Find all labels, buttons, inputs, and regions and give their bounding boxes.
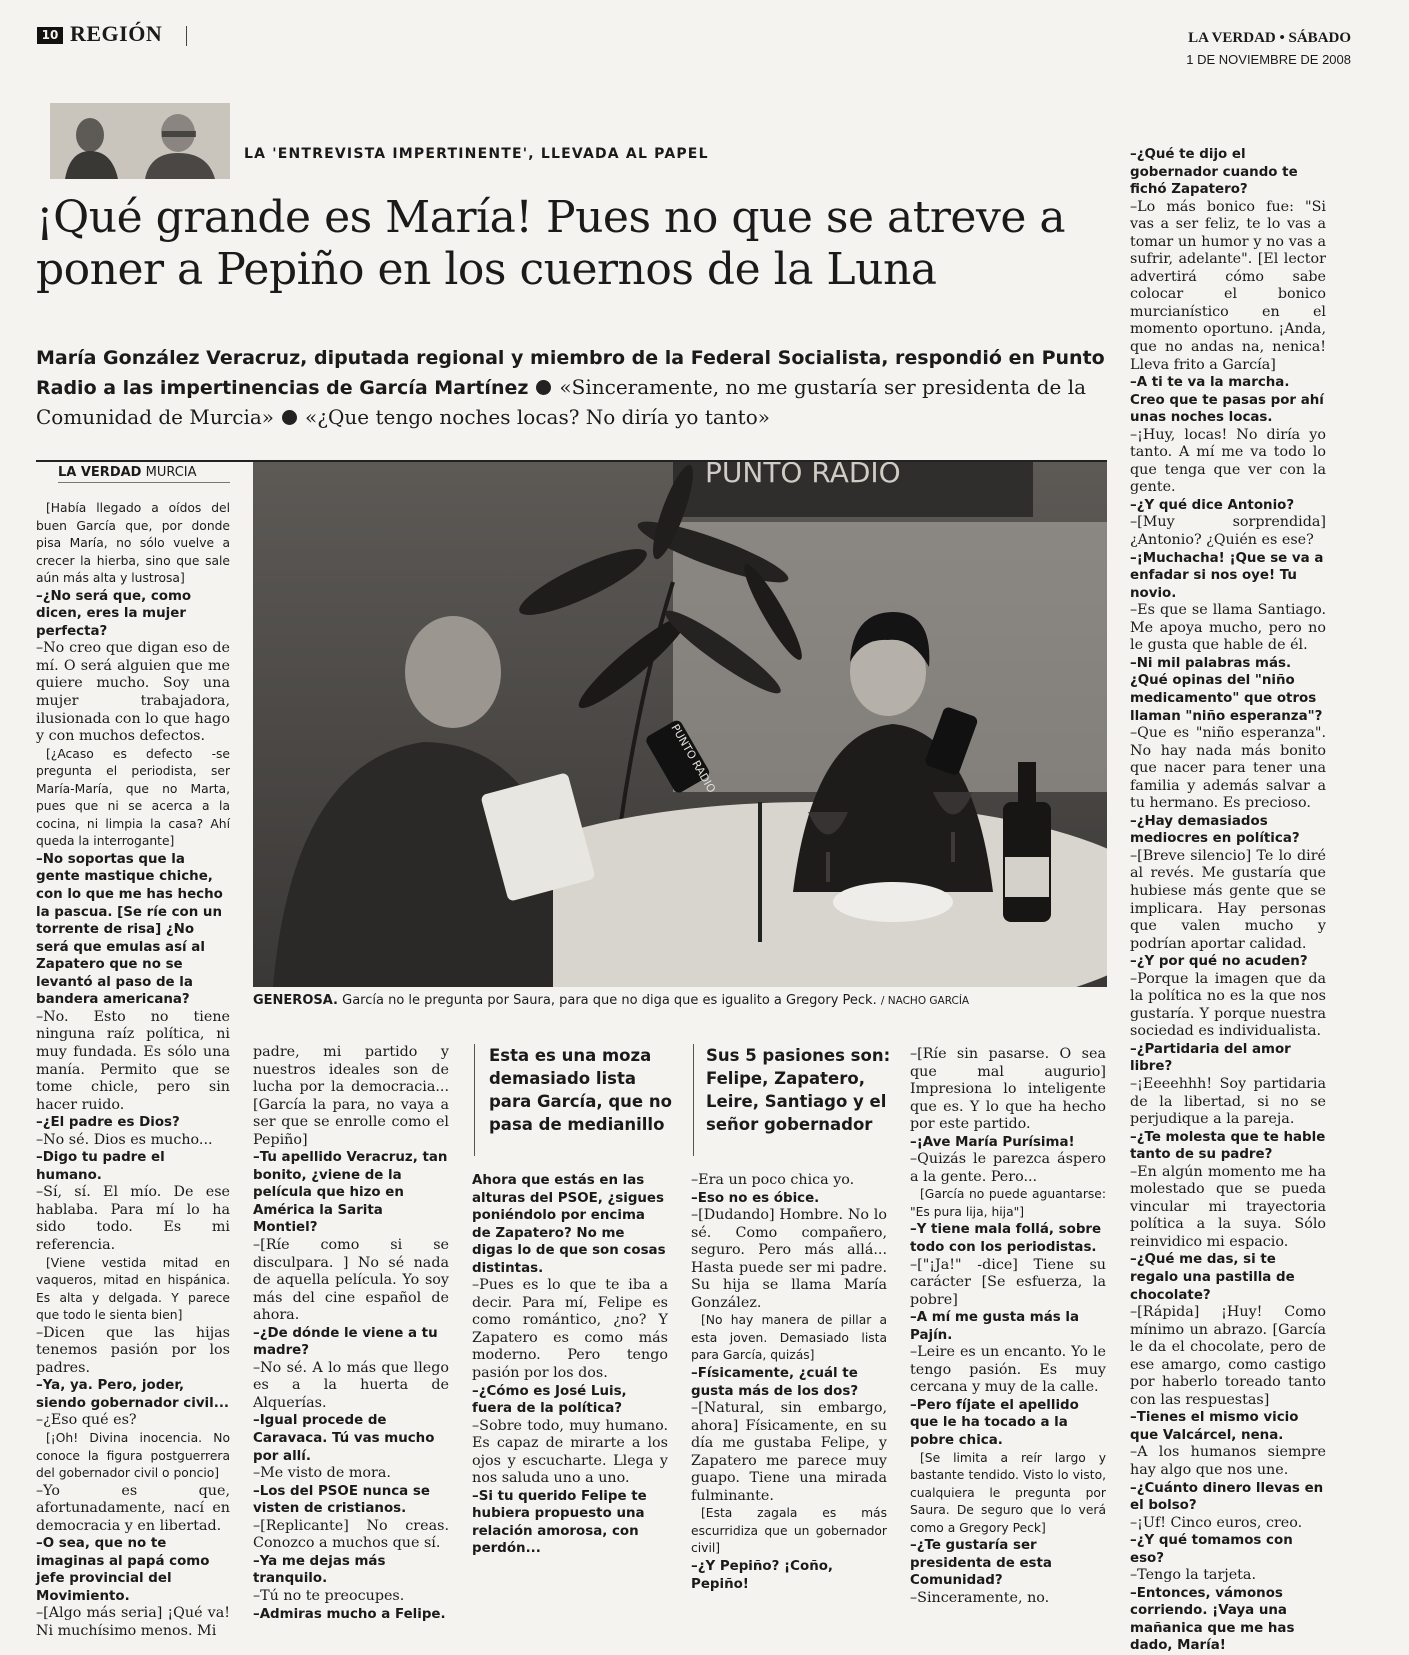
interview-question: –¿Te gustaría ser presidenta de esta Comunidad? [910, 1538, 1052, 1589]
editor-note: [García no puede aguantarse: "Es pura lija, hija"] [910, 1187, 1106, 1219]
bullet-dot-icon [282, 410, 297, 425]
box-divider-rule [693, 1044, 694, 1156]
interview-answer: –[Dudando] Hombre. No lo sé. Como compañero, seguro. Pero más allá... Hasta puede ser mi padre. Su hija se llama María González. [691, 1207, 887, 1311]
box-divider-rule [474, 1044, 475, 1156]
interview-question: –¿Cómo es José Luis, fuera de la política? [472, 1383, 627, 1417]
interview-answer: –Quizás le parezca áspero a la gente. Pero... [910, 1151, 1106, 1185]
caption-label: GENEROSA. [253, 993, 338, 1008]
byline-paper: LA VERDAD [58, 465, 142, 480]
text-column-4 [691, 1172, 887, 1593]
interview-question: –Los del PSOE nunca se visten de cristianos. [253, 1483, 430, 1517]
byline-city: MURCIA [145, 465, 197, 480]
interview-question: –Digo tu padre el humano. [36, 1150, 165, 1183]
interview-question: –No soportas que la gente mastique chiche, con lo que me has hecho la pascua. [Se ríe con un torrente de risa] ¿No será que emulas así al Zapatero que no se levantó al paso de la bandera americana? [36, 851, 223, 1008]
text-column-6 [1130, 146, 1326, 1655]
text-column-5 [910, 1046, 1106, 1608]
article-subhead [36, 343, 1116, 432]
interview-question: –A ti te va la marcha. Creo que te pasas por ahí unas noches locas. [1130, 375, 1324, 426]
interview-question: –¿Y qué dice Antonio? [1130, 497, 1295, 513]
interview-answer: –[Ríe sin pasarse. O sea que mal augurio] Impresiona lo inteligente que es. Y lo que ha hecho por este partido. [910, 1046, 1106, 1133]
section-title: REGIÓN [70, 21, 163, 46]
interview-answer: –Lo más bonico fue: "Si vas a ser feliz, te lo vas a tomar un humor y no vas a sufrir, adelante". [El lector advertirá cómo sabe colocar el bonico murcianístico en el momento oportuno. ¡Anda, que no andas na, nenica! Lleva frito a García] [1130, 198, 1326, 373]
editor-note: [No hay manera de pillar a esta joven. Demasiado lista para García, quizás] [691, 1313, 887, 1363]
photo-credit: / NACHO GARCÍA [880, 995, 970, 1007]
interview-answer: –¡Huy, locas! No diría yo tanto. A mí me va todo lo que tenga que ver con la gente. [1130, 426, 1326, 496]
interview-answer: –[Ríe como si se disculpara. ] No sé nada de aquella película. Yo soy más del cine español de ahora. [253, 1237, 449, 1324]
highlight-box-2: Sus 5 pasiones son: Felipe, Zapatero, Leire, Santiago y el señor gobernador [706, 1046, 891, 1134]
text-column-2 [253, 1044, 449, 1623]
interview-question: –¿No será que, como dicen, eres la mujer perfecta? [36, 588, 192, 639]
interview-answer: –Era un poco chica yo. [691, 1172, 855, 1188]
interview-answer: –Es que se llama Santiago. Me apoya mucho, pero no le gusta que hable de él. [1130, 602, 1326, 654]
photo-caption [253, 993, 1113, 1008]
interview-answer: –A los humanos siempre hay algo que nos une. [1130, 1444, 1326, 1479]
interview-question: –Físicamente, ¿cuál te gusta más de los dos? [691, 1366, 859, 1399]
interview-answer: –No creo que digan eso de mí. O será alguien que me quiere mucho. Soy una mujer trabajadora, ilusionada con lo que hago y con muchos defectos. [36, 640, 230, 745]
interview-question: –¿Partidaria del amor libre? [1130, 1041, 1291, 1075]
interview-answer: –Porque la imagen que da la política no es la que nos gustaría. Y porque nuestra sociedad es individualista. [1130, 970, 1326, 1040]
caption-text: García no le pregunta por Saura, para que no diga que es igualito a Gregory Peck. [342, 993, 877, 1008]
article-headline: ¡Qué grande es María! Pues no que se atreve a poner a Pepiño en los cuernos de la Luna [36, 192, 1066, 295]
interview-answer: –Tú no te preocupes. [253, 1587, 405, 1604]
interview-answer: –Sí, sí. El mío. De ese hablaba. Para mí lo ha sido todo. Es mi referencia. [36, 1184, 230, 1253]
interview-answer: –En algún momento me ha molestado que se pueda vincular mi trayectoria política a la suya. Sólo reinvidico mi espacio. [1130, 1163, 1326, 1250]
subhead-quote-1: «Sinceramente, no me gustaría ser presidenta de la Comunidad de Murcia» [36, 375, 1087, 429]
interview-answer: padre, mi partido y nuestros ideales son de lucha por la democracia... [García la para, no vaya a ser que se enrolle como el Pepiño] [253, 1044, 449, 1148]
interview-question: –Ya me dejas más tranquilo. [253, 1553, 386, 1587]
section-divider [186, 26, 187, 46]
interview-question: –Tienes el mismo vicio que Valcárcel, nena. [1130, 1410, 1299, 1443]
interview-answer: –Leire es un encanto. Yo le tengo pasión. Es muy cercana y muy de la calle. [910, 1344, 1106, 1396]
interview-answer: –Yo es que, afortunadamente, nací en democracia y en libertad. [36, 1482, 230, 1534]
interview-question: –¿Te molesta que te hable tanto de su padre? [1130, 1129, 1326, 1163]
article-kicker: LA 'ENTREVISTA IMPERTINENTE', LLEVADA AL PAPEL [244, 146, 709, 162]
interview-question: –Eso no es óbice. [691, 1190, 820, 1206]
radio-banner-text: PUNTO RADIO [705, 462, 901, 489]
interview-question: –¡Ave María Purísima! [910, 1134, 1075, 1150]
interview-question: –¿Y por qué no acuden? [1130, 954, 1308, 970]
interview-answer: –No sé. Dios es mucho... [36, 1131, 213, 1148]
interview-answer: –[Breve silencio] Te lo diré al revés. Me gustaría que hubiese más gente que se implicara. Hay personas que valen mucho y podrían aportar calidad. [1130, 847, 1326, 952]
interview-question: –¿Qué me das, si te regalo una pastilla de chocolate? [1130, 1252, 1295, 1303]
interview-question: –¿Hay demasiados mediocres en política? [1130, 813, 1300, 847]
interview-answer: –Pues es lo que te iba a decir. Para mí, Felipe es como romántico, ¿no? Y Zapatero es como más moderno. Pero tengo pasión por los dos. [472, 1277, 668, 1382]
interview-question: –Tu apellido Veracruz, tan bonito, ¿viene de la película que hizo en América la Sarita Montiel? [253, 1150, 448, 1236]
interview-question: –Entonces, vámonos corriendo. ¡Vaya una mañanica que me has dado, María! [1130, 1585, 1295, 1654]
interview-question: –¿De dónde le viene a tu madre? [253, 1325, 438, 1359]
subhead-quote-2: «¿Que tengo noches locas? No diría yo tanto» [305, 405, 770, 429]
interview-answer: –¡Uf! Cinco euros, creo. [1130, 1514, 1303, 1531]
editor-note: [Se limita a reír largo y bastante tendido. Visto lo visto, cualquiera le pregunta por Saura. De seguro que lo verá como a Gregory Peck] [910, 1450, 1106, 1535]
interview-answer: –[Natural, sin embargo, ahora] Físicamente, en su día me gustaba Felipe, y Zapatero me parece muy guapo. Tiene una mirada fulminante. [691, 1400, 887, 1504]
interview-answer: –["¡Ja!" -dice] Tiene su carácter [Se esfuerza, la pobre] [910, 1256, 1106, 1308]
interview-question: –Si tu querido Felipe te hubiera propuesto una relación amorosa, con perdón... [472, 1488, 647, 1557]
interview-answer: –[Replicante] No creas. Conozco a muchos que sí. [253, 1517, 449, 1552]
interview-question: –A mí me gusta más la Pajín. [910, 1310, 1080, 1343]
editor-note: [Había llegado a oídos del buen García que, por donde pisa María, no sólo vuelve a crecer la hierba, sino que sale aún más alta y lustrosa] [36, 501, 230, 586]
interview-question: Ahora que estás en las alturas del PSOE, ¿sigues poniéndolo por encima de Zapatero? No me digas lo de que son cosas distintas. [472, 1173, 666, 1276]
editor-note: [¿Acaso es defecto -se pregunta el periodista, ser María-María, que no Marta, pues que ni se acerca a la cocina, ni limpia la casa? Ahí queda la interrogante] [36, 746, 230, 849]
highlight-box-1: Esta es una moza demasiado lista para García, que no pasa de medianillo [489, 1046, 672, 1134]
interview-photo-image [253, 462, 1107, 987]
interview-photo [253, 462, 1107, 987]
interview-question: –Y tiene mala follá, sobre todo con los periodistas. [910, 1222, 1102, 1256]
interview-question: –¿El padre es Dios? [36, 1115, 180, 1131]
interview-answer: –[Muy sorprendida] ¿Antonio? ¿Quién es ese? [1130, 514, 1326, 549]
interview-answer: –[Rápida] ¡Huy! Como mínimo un abrazo. [García le da el chocolate, pero de ese amargo, como castigo por haberlo toreado tanto con las respuestas] [1130, 1304, 1326, 1408]
publication-date: 1 DE NOVIEMBRE DE 2008 [1186, 52, 1351, 67]
text-column-3 [472, 1172, 668, 1558]
interview-answer: –No sé. A lo más que llego es a la huerta de Alquerías. [253, 1359, 449, 1411]
interview-answer: –¿Eso qué es? [36, 1412, 137, 1429]
interview-question: –Admiras mucho a Felipe. [253, 1606, 446, 1622]
interview-question: –¡Muchacha! ¡Que se va a enfadar si nos oye! Tu novio. [1130, 550, 1324, 601]
subhead-lead: María González Veracruz, diputada regional y miembro de la Federal Socialista, respondió en Punto Radio a las impertinencias de García Martínez [36, 347, 1105, 399]
text-column-1 [36, 500, 230, 1641]
interview-question: –O sea, que no te imaginas al papá como jefe provincial del Movimiento. [36, 1536, 210, 1604]
interview-answer: –Sinceramente, no. [910, 1589, 1050, 1606]
byline-rule [58, 482, 230, 483]
bullet-dot-icon [536, 380, 551, 395]
interview-answer: –Sobre todo, muy humano. Es capaz de mirarte a los ojos y escucharte. Llega y nos saluda uno a uno. [472, 1417, 668, 1487]
editor-note: [Viene vestida mitad en vaqueros, mitad en hispánica. Es alta y delgada. Y parece que todo le sienta bien] [36, 1255, 230, 1323]
interview-answer: –Dicen que las hijas tenemos pasión por los padres. [36, 1324, 230, 1376]
interview-answer: –[Algo más seria] ¡Qué va! Ni muchísimo menos. Mi [36, 1605, 230, 1639]
publication-name: LA VERDAD • SÁBADO [1188, 30, 1351, 46]
interview-question: –Ni mil palabras más. ¿Qué opinas del "niño medicamento" que otros llaman "niño esperanza"? [1130, 655, 1323, 724]
editor-note: [Esta zagala es más escurridiza que un gobernador civil] [691, 1506, 887, 1556]
thumbnail-image [50, 103, 230, 179]
interview-answer: –Me visto de mora. [253, 1465, 391, 1482]
interview-answer: –Tengo la tarjeta. [1130, 1567, 1256, 1584]
interview-question: –¿Cuánto dinero llevas en el bolso? [1130, 1480, 1324, 1514]
interview-answer: –No. Esto no tiene ninguna raíz política, ni muy fundada. Es sólo una manía. Permito que se tome chicle, pero sin hacer ruido. [36, 1008, 230, 1113]
interview-question: –¿Y Pepiño? ¡Coño, Pepiño! [691, 1559, 834, 1592]
interview-question: –Igual procede de Caravaca. Tú vas mucho por allí. [253, 1413, 435, 1464]
interview-question: –Pero fíjate el apellido que le ha tocado a la pobre chica. [910, 1397, 1079, 1449]
author-thumbnail-photo [50, 103, 230, 179]
interview-answer: –Que es "niño esperanza". No hay nada más bonito que nacer para tener una familia y además salvar a tu hermano. Es precioso. [1130, 725, 1326, 812]
mic-label-text: PUNTO RADIO [668, 722, 719, 796]
interview-question: –¿Y qué tomamos con eso? [1130, 1533, 1293, 1566]
interview-answer: –¡Eeeehhh! Soy partidaria de la libertad, si no se perjudique a la pareja. [1130, 1075, 1326, 1128]
interview-question: –Ya, ya. Pero, joder, siendo gobernador civil... [36, 1378, 229, 1411]
editor-note: [¡Oh! Divina inocencia. No conoce la figura postguerrera del gobernador civil o poncio] [36, 1430, 230, 1481]
page-number: 10 [37, 27, 63, 44]
byline [58, 465, 197, 480]
interview-question: –¿Qué te dijo el gobernador cuando te fichó Zapatero? [1130, 147, 1298, 198]
